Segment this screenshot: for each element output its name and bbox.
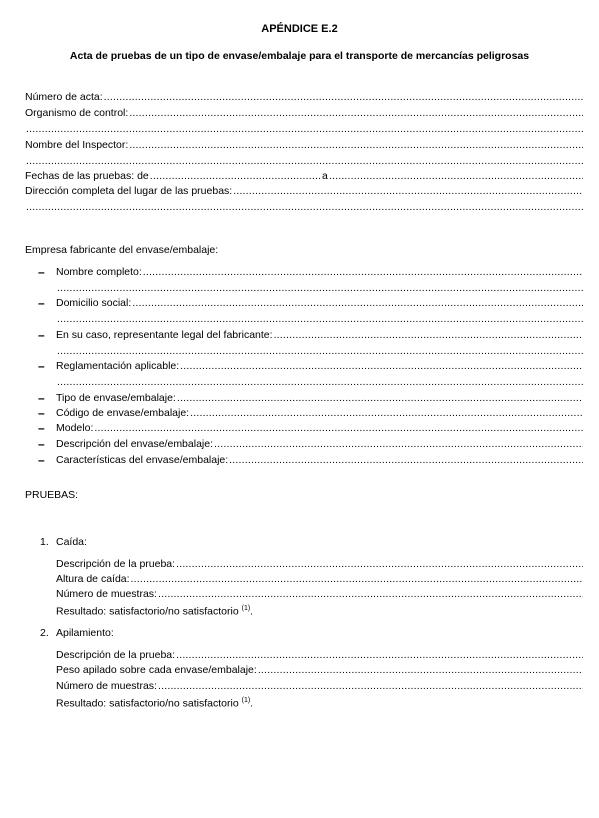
field-label: En su caso, representante legal del fabricante: (56, 329, 273, 341)
field-organismo-cont (25, 122, 583, 136)
field-apil-descripcion (56, 648, 583, 662)
dotted-fill (177, 391, 583, 405)
field-label: a (322, 170, 328, 182)
dash-bullet: – (38, 406, 45, 420)
field-inspector-cont (25, 154, 583, 168)
page-subtitle: Acta de pruebas de un tipo de envase/embalaje para el transporte de mercancías peligrosas (69, 50, 530, 62)
field-domicilio-cont (56, 312, 583, 326)
dotted-fill (143, 265, 583, 279)
dotted-fill (26, 154, 583, 168)
dash-bullet: – (38, 296, 45, 310)
period: . (250, 605, 254, 618)
dotted-fill (150, 169, 322, 183)
field-descripcion (56, 437, 583, 451)
dotted-fill (180, 359, 583, 373)
field-label: Descripción de la prueba: (56, 649, 176, 661)
field-label: Nombre completo: (56, 266, 142, 278)
field-numero-acta (25, 90, 583, 104)
field-inspector (25, 138, 583, 152)
field-caida-resultado (56, 602, 253, 619)
result-text: Resultado: satisfactorio/no satisfactorio (56, 605, 239, 618)
dotted-fill (129, 138, 583, 152)
field-label: Tipo de envase/embalaje: (56, 392, 176, 404)
field-domicilio (56, 296, 583, 310)
dotted-fill (57, 281, 583, 295)
result-text: Resultado: satisfactorio/no satisfactorio (56, 697, 239, 710)
field-label: Descripción del envase/embalaje: (56, 438, 214, 450)
dotted-fill (129, 106, 583, 120)
field-representante (56, 328, 583, 342)
dash-bullet: – (38, 453, 45, 467)
field-label: Reglamentación aplicable: (56, 360, 180, 372)
field-direccion (25, 184, 583, 198)
field-label: Peso apilado sobre cada envase/embalaje: (56, 664, 257, 676)
dotted-fill (229, 453, 583, 467)
field-label: Número de acta: (25, 91, 103, 103)
dotted-fill (190, 406, 583, 420)
dotted-fill (57, 312, 583, 326)
dash-bullet: – (38, 391, 45, 405)
dotted-fill (329, 169, 583, 183)
dotted-fill (274, 328, 583, 342)
dotted-fill (176, 648, 583, 662)
dotted-fill (158, 679, 583, 693)
dash-bullet: – (38, 328, 45, 342)
dotted-fill (131, 572, 583, 586)
field-caracteristicas (56, 453, 583, 467)
field-apil-peso (56, 663, 583, 677)
field-label: Fechas de las pruebas: de (25, 170, 149, 182)
list-number: 2. (40, 627, 49, 639)
field-label: Altura de caída: (56, 573, 130, 585)
field-reglamentacion-cont (56, 375, 583, 389)
dash-bullet: – (38, 265, 45, 279)
field-label: Características del envase/embalaje: (56, 454, 229, 466)
field-nombre-completo (56, 265, 583, 279)
field-tipo (56, 391, 583, 405)
dash-bullet: – (38, 421, 45, 435)
field-label: Descripción de la prueba: (56, 558, 176, 570)
page-title: APÉNDICE E.2 (261, 23, 338, 35)
field-direccion-cont (25, 200, 583, 214)
dotted-fill (104, 90, 583, 104)
field-nombre-completo-cont (56, 281, 583, 295)
section-heading-pruebas: PRUEBAS: (25, 489, 79, 501)
dash-bullet: – (38, 359, 45, 373)
field-label: Nombre del Inspector: (25, 139, 129, 151)
field-caida-muestras (56, 587, 583, 601)
test-title-apilamiento: Apilamiento: (56, 627, 114, 639)
field-caida-descripcion (56, 557, 583, 571)
dotted-fill (26, 122, 583, 136)
dotted-fill (176, 557, 583, 571)
dotted-fill (233, 184, 583, 198)
test-title-caida: Caída: (56, 536, 87, 548)
dotted-fill (258, 663, 583, 677)
dotted-fill (26, 200, 583, 214)
field-modelo (56, 421, 583, 435)
dotted-fill (57, 375, 583, 389)
field-representante-cont (56, 344, 583, 358)
field-label: Modelo: (56, 422, 94, 434)
field-label: Dirección completa del lugar de las pruebas: (25, 185, 233, 197)
period: . (250, 697, 254, 710)
footnote-ref: (1) (241, 605, 251, 612)
footnote-ref: (1) (241, 697, 251, 704)
field-codigo (56, 406, 583, 420)
dotted-fill (158, 587, 583, 601)
dotted-fill (57, 344, 583, 358)
dash-bullet: – (38, 437, 45, 451)
field-label: Número de muestras: (56, 588, 157, 600)
field-apil-resultado (56, 694, 253, 711)
field-label: Organismo de control: (25, 107, 129, 119)
field-fechas-de (25, 169, 322, 183)
field-caida-altura (56, 572, 583, 586)
dotted-fill (94, 421, 583, 435)
field-fechas-a (322, 169, 583, 183)
dotted-fill (214, 437, 583, 451)
field-reglamentacion (56, 359, 583, 373)
list-number: 1. (40, 536, 49, 548)
field-apil-muestras (56, 679, 583, 693)
section-heading-empresa: Empresa fabricante del envase/embalaje: (25, 244, 219, 256)
field-label: Código de envase/embalaje: (56, 407, 190, 419)
field-label: Número de muestras: (56, 680, 157, 692)
dotted-fill (132, 296, 583, 310)
field-label: Domicilio social: (56, 297, 132, 309)
field-organismo (25, 106, 583, 120)
